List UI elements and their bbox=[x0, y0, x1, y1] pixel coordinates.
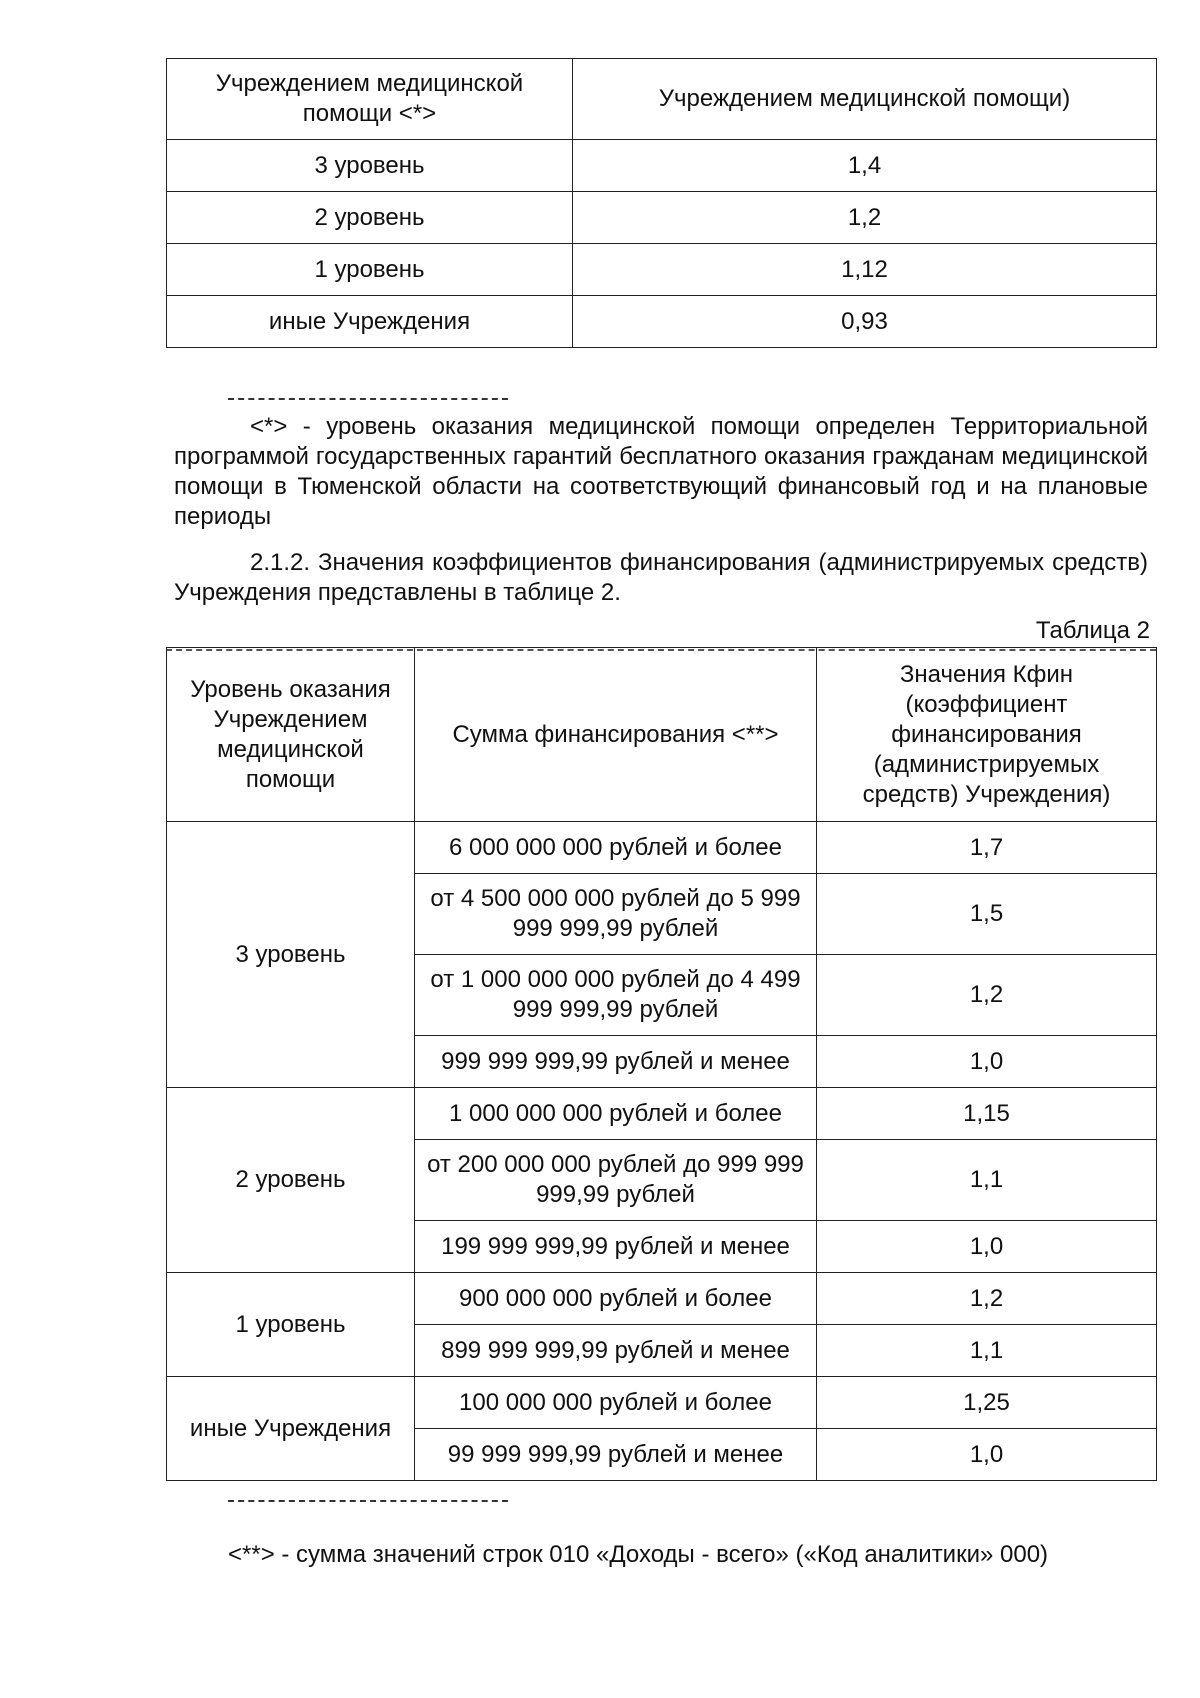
footnote-1-text: <*> - уровень оказания медицинской помощи определен Территориальной программой государственных гарантий бесплатного оказания гражданам медицинской помощи в Тюменской области на соответствующий финансовый год и на плановые периоды bbox=[174, 413, 1148, 530]
sum-cell: от 4 500 000 000 рублей до 5 999 999 999,99 рублей bbox=[415, 874, 817, 955]
sum-cell: 899 999 999,99 рублей и менее bbox=[415, 1325, 817, 1377]
header-cell: Сумма финансирования <**> bbox=[415, 648, 817, 822]
coefficient-cell: 1,1 bbox=[817, 1325, 1157, 1377]
table-row bbox=[167, 1273, 1157, 1325]
level-cell: 3 уровень bbox=[167, 140, 573, 192]
sum-cell: 1 000 000 000 рублей и более bbox=[415, 1088, 817, 1140]
header-cell: Учреждением медицинской помощи <*> bbox=[167, 59, 573, 140]
table-row bbox=[167, 1377, 1157, 1429]
coefficient-cell: 1,0 bbox=[817, 1036, 1157, 1088]
table-2-label: Таблица 2 bbox=[1035, 617, 1150, 644]
footnote-separator bbox=[228, 1500, 508, 1502]
level-cell: иные Учреждения bbox=[167, 296, 573, 348]
value-cell: 1,2 bbox=[573, 192, 1157, 244]
coefficient-cell: 1,7 bbox=[817, 822, 1157, 874]
sum-cell: от 1 000 000 000 рублей до 4 499 999 999,99 рублей bbox=[415, 955, 817, 1036]
value-cell: 1,12 bbox=[573, 244, 1157, 296]
coefficient-cell: 1,2 bbox=[817, 1273, 1157, 1325]
sum-cell: 999 999 999,99 рублей и менее bbox=[415, 1036, 817, 1088]
header-cell: Значения Кфин (коэффициент финансирования (администрируемых средств) Учреждения) bbox=[817, 648, 1157, 822]
paragraph-text: 2.1.2. Значения коэффициентов финансирования (администрируемых средств) Учреждения представлены в таблице 2. bbox=[174, 549, 1148, 606]
footnote-1 bbox=[174, 412, 1148, 532]
coefficient-cell: 1,2 bbox=[817, 955, 1157, 1036]
level-cell: 2 уровень bbox=[167, 192, 573, 244]
table-row bbox=[167, 192, 1157, 244]
coefficient-cell: 1,1 bbox=[817, 1140, 1157, 1221]
value-cell: 0,93 bbox=[573, 296, 1157, 348]
sum-cell: 100 000 000 рублей и более bbox=[415, 1377, 817, 1429]
header-cell: Учреждением медицинской помощи) bbox=[573, 59, 1157, 140]
sum-cell: 900 000 000 рублей и более bbox=[415, 1273, 817, 1325]
table-row bbox=[167, 1088, 1157, 1140]
sum-cell: 199 999 999,99 рублей и менее bbox=[415, 1221, 817, 1273]
coefficient-cell: 1,5 bbox=[817, 874, 1157, 955]
footnote-separator bbox=[228, 398, 508, 400]
table-row bbox=[167, 140, 1157, 192]
coefficient-cell: 1,15 bbox=[817, 1088, 1157, 1140]
table-row bbox=[167, 244, 1157, 296]
table-header-row bbox=[167, 59, 1157, 140]
paragraph-2-1-2 bbox=[174, 548, 1148, 608]
value-cell: 1,4 bbox=[573, 140, 1157, 192]
header-cell: Уровень оказания Учреждением медицинской помощи bbox=[167, 648, 415, 822]
coefficient-cell: 1,0 bbox=[817, 1429, 1157, 1481]
table-header-row bbox=[167, 648, 1157, 822]
coefficient-cell: 1,0 bbox=[817, 1221, 1157, 1273]
coefficient-cell: 1,25 bbox=[817, 1377, 1157, 1429]
level-cell: 1 уровень bbox=[167, 244, 573, 296]
footnote-2: <**> - сумма значений строк 010 «Доходы - всего» («Код аналитики» 000) bbox=[228, 1541, 1049, 1568]
sum-cell: 6 000 000 000 рублей и более bbox=[415, 822, 817, 874]
level-cell: 2 уровень bbox=[167, 1088, 415, 1273]
sum-cell: от 200 000 000 рублей до 999 999 999,99 рублей bbox=[415, 1140, 817, 1221]
level-cell: 3 уровень bbox=[167, 822, 415, 1088]
level-cell: 1 уровень bbox=[167, 1273, 415, 1377]
coefficient-table-2 bbox=[166, 647, 1157, 1481]
sum-cell: 99 999 999,99 рублей и менее bbox=[415, 1429, 817, 1481]
table-row bbox=[167, 822, 1157, 874]
coefficient-table-1 bbox=[166, 58, 1157, 348]
level-cell: иные Учреждения bbox=[167, 1377, 415, 1481]
table-row bbox=[167, 296, 1157, 348]
